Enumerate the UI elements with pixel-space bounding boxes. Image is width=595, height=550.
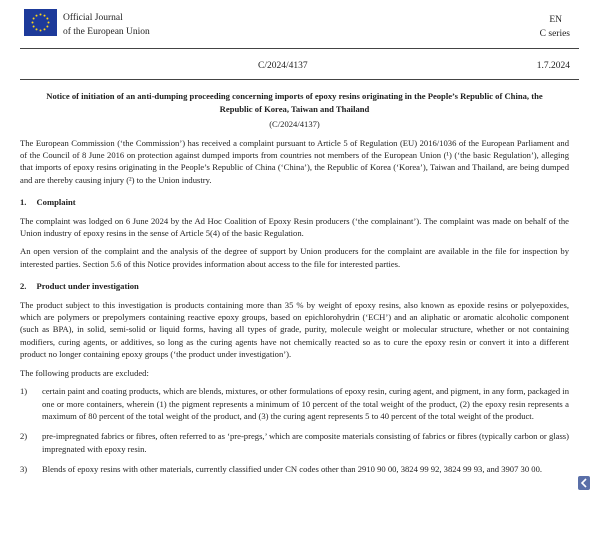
- section-title: Product under investigation: [36, 281, 139, 292]
- list-item-text: pre-impregnated fabrics or fibres, often referred to as ‘pre-pregs,’ which are composite materials consisting of fabrics or fibres (typically carbon or glass) impregnated with epoxy resin.: [42, 431, 569, 454]
- list-item-number: 1): [20, 386, 28, 397]
- section-number: 1.: [20, 197, 27, 208]
- product-paragraph-2: The following products are excluded:: [20, 367, 149, 378]
- document-reference: C/2024/4137: [258, 61, 308, 71]
- journal-title: [63, 11, 150, 39]
- section-heading-product: [20, 280, 569, 292]
- scroll-left-button[interactable]: [578, 476, 590, 490]
- notice-subreference: (C/2024/4137): [269, 119, 320, 130]
- list-item: [20, 385, 569, 422]
- section-heading-complaint: [20, 196, 569, 208]
- list-item-number: 3): [20, 464, 28, 475]
- product-paragraph-1: The product subject to this investigation is products containing more than 35 % by weight of epoxy resins, also known as epoxide resins or polyepoxides, which are polymers or prepolymers containing reactive epoxy groups, based on epichlorohydrin (‘ECH’) and an aliphatic or aromatic alcoholic component (such as BPA), in solid, semi-solid or liquid forms, having all types of grade, purity, molecule weight or molecular structure, whether or not containing modifiers, curing agents, or additives, so long as the curing agents have not chemically reacted so as to cure the epoxy resin or convert it into a different product no longer containing epoxy groups (‘the product under investigation’).: [20, 299, 569, 360]
- intro-paragraph: The European Commission (‘the Commission’) has received a complaint pursuant to Article 5 of Regulation (EU) 2016/1036 of the European Parliament and of the Council of 8 June 2016 on protection against dumped imports from countries not members of the European Union (¹) (‘the basic Regulation’), alleging that imports of epoxy resins originating in the People’s Republic of China (‘China’), the Republic of Korea (‘Korea’), Taiwan and Thailand, are being dumped and are thereby causing injury (²) to the Union industry.: [20, 137, 569, 185]
- journal-title-line1: Official Journal: [63, 13, 123, 23]
- eu-flag-icon: [24, 9, 57, 36]
- list-item: [20, 463, 569, 475]
- notice-body: [20, 90, 569, 484]
- list-item-number: 2): [20, 431, 28, 442]
- chevron-left-icon: [578, 476, 590, 490]
- series-label: C series: [539, 29, 570, 39]
- header-divider-bottom: [20, 79, 579, 80]
- list-item-text: Blends of epoxy resins with other materials, currently classified under CN codes other than 2910 90 00, 3824 99 92, 3824 99 93, and 3907 30 00.: [42, 464, 543, 475]
- complaint-paragraph-2: An open version of the complaint and the analysis of the degree of support by Union producers for the complaint are available in the file for inspection by interested parties. Section 5.6 of this Notice provides information about access to the file for interested parties.: [20, 246, 569, 269]
- notice-title: Notice of initiation of an anti-dumping proceeding concerning imports of epoxy resins originating in the People’s Republic of China, the Republic of Korea, Taiwan and Thailand: [46, 91, 543, 114]
- list-item-text: certain paint and coating products, which are blends, mixtures, or other formulations of epoxy resin, curing agent, and pigment, in any form, packaged in one or more containers, wherein (1) the pigment represents a minimum of 10 percent of the total weight of the product, (2) the epoxy resin represents a maximum of 80 percent of the total weight of the product, and (3) the curing agent represents 5 to 40 percent of the total weight of the product.: [42, 386, 569, 421]
- list-item: [20, 430, 569, 455]
- journal-title-line2: of the European Union: [63, 27, 150, 37]
- complaint-paragraph-1: The complaint was lodged on 6 June 2024 by the Ad Hoc Coalition of Epoxy Resin producers (‘the complainant’). The complaint was made on behalf of the Union industry of epoxy resins in the sense of Article 5(4) of the basic Regulation.: [20, 215, 569, 239]
- language-code: EN: [549, 15, 562, 25]
- section-title: Complaint: [36, 197, 76, 208]
- header-divider-top: [20, 48, 579, 49]
- publication-date: 1.7.2024: [536, 61, 570, 71]
- section-number: 2.: [20, 281, 27, 292]
